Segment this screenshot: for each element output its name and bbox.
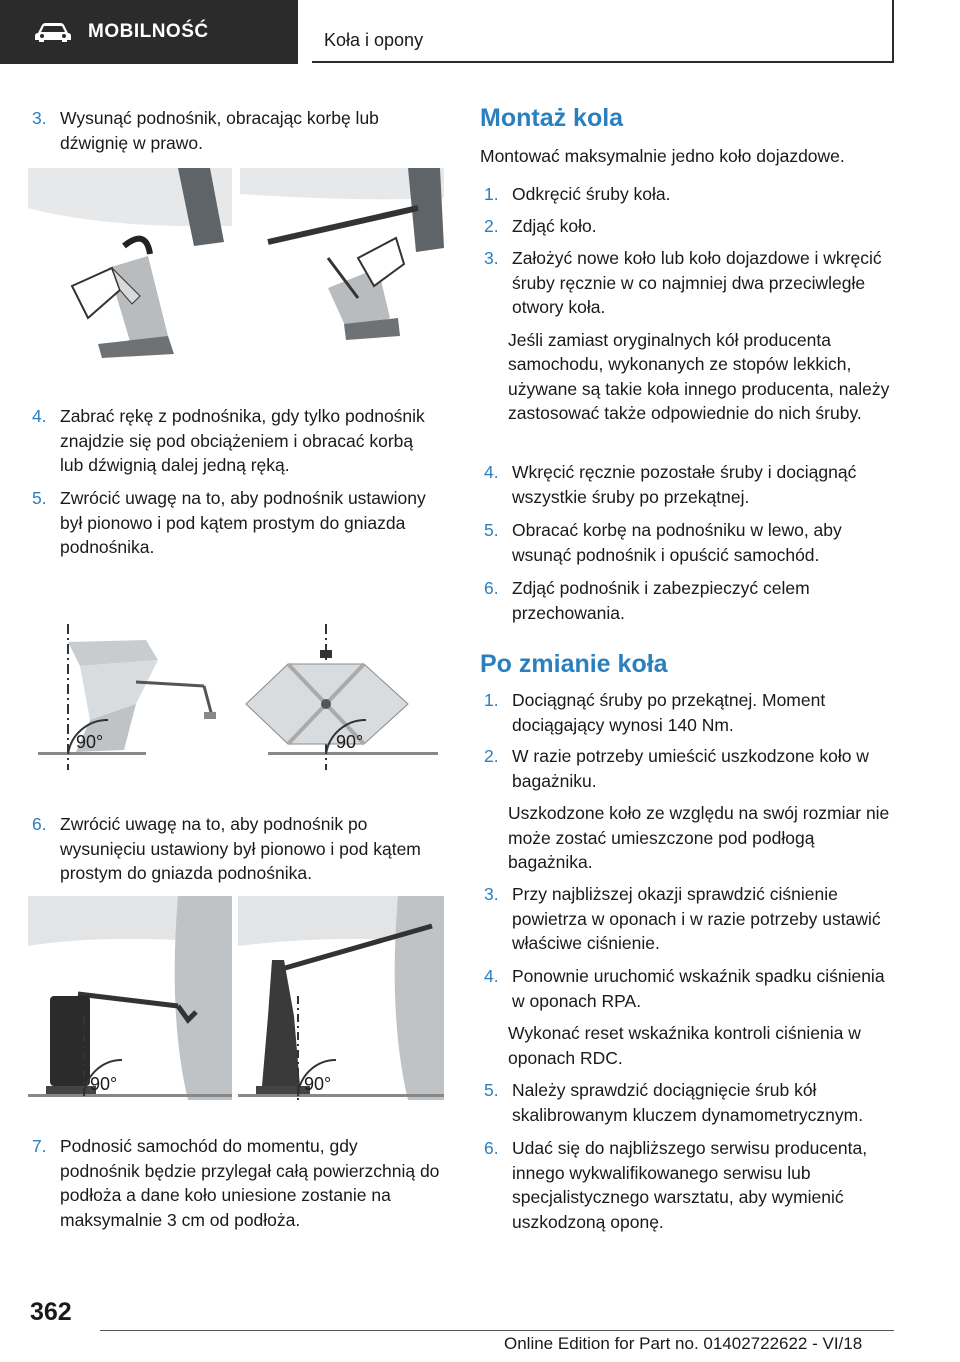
step-text: Ponownie uruchomić wskaźnik spadku ciśnienia w oponach RPA. (512, 966, 885, 1011)
page-header (0, 0, 960, 66)
angle-label: 90° (76, 732, 104, 752)
angle-label: 90° (90, 1074, 118, 1094)
step-text: Wysunąć podnośnik, obracając korbę lub dźwignię w prawo. (60, 108, 379, 153)
step-number: 1. (484, 184, 499, 204)
car-icon (34, 21, 72, 43)
mount-step-6 (480, 576, 894, 625)
step-5-check-vertical (28, 486, 440, 560)
illustration-jack-crank (28, 168, 444, 358)
step-number: 4. (484, 966, 499, 986)
footer-edition: Online Edition for Part no. 01402722622 - VI/18 (504, 1334, 863, 1353)
step-number: 4. (484, 462, 499, 482)
step-number: 7. (32, 1136, 47, 1156)
step-text: Zwrócić uwagę na to, aby podnośnik ustawiony był pionowo i pod kątem prostym do gniazda podnośnika. (60, 488, 426, 557)
angle-label: 90° (336, 732, 364, 752)
figure-jack-90-degrees (28, 624, 440, 770)
step-note: Uszkodzone koło ze względu na swój rozmiar nie może zostać umieszczone pod podłogą bagażnika. (508, 803, 890, 872)
step-3-extend-jack (28, 106, 440, 155)
section-title: MOBILNOŚĆ (88, 21, 209, 42)
figure-jack-crank (28, 168, 444, 358)
mount-step-4 (480, 460, 894, 509)
step-note: Wykonać reset wskaźnika kontroli ciśnienia w oponach RDC. (508, 1023, 861, 1068)
step-number: 3. (484, 884, 499, 904)
step-number: 6. (484, 1138, 499, 1158)
step-number: 5. (32, 488, 47, 508)
step-number: 1. (484, 690, 499, 710)
after-step-4 (480, 964, 894, 1070)
step-text: Należy sprawdzić dociągnięcie śrub kół skalibrowanym kluczem dynamometrycznym. (512, 1080, 864, 1125)
step-text: Założyć nowe koło lub koło dojazdowe i wkręcić śruby ręcznie w co najmniej dwa przeciwległe otwory koła. (512, 248, 882, 317)
step-number: 2. (484, 216, 499, 236)
footer-divider (100, 1330, 894, 1331)
step-number: 5. (484, 1080, 499, 1100)
step-number: 6. (484, 578, 499, 598)
step-text: Zwrócić uwagę na to, aby podnośnik po wysunięciu ustawiony był pionowo i pod kątem prostym do gniazda podnośnika. (60, 814, 421, 883)
step-text: Obracać korbę na podnośniku w lewo, aby wsunąć podnośnik i opuścić samochód. (512, 520, 842, 565)
step-note: Jeśli zamiast oryginalnych kół producenta samochodu, wykonanych ze stopów lekkich, używane są takie koła innego producenta, należy zastosować także odpowiednie do nich śruby. (508, 329, 890, 423)
section-tab (0, 0, 298, 64)
after-step-3 (480, 882, 894, 956)
mount-step-1 (480, 182, 894, 207)
step-text: Przy najbliższej okazji sprawdzić ciśnienie powietrza w oponach i w razie potrzeby ustawić właściwe ciśnienie. (512, 884, 881, 953)
step-number: 3. (32, 108, 47, 128)
step-text: Zdjąć koło. (512, 216, 597, 236)
step-text: W razie potrzeby umieścić uszkodzone koło w bagażniku. (512, 746, 869, 791)
after-step-6 (480, 1136, 894, 1234)
mount-step-3 (480, 246, 894, 426)
mount-step-2 (480, 214, 894, 239)
mount-intro: Montować maksymalnie jedno koło dojazdowe. (480, 146, 845, 166)
section-heading-after-change: Po zmianie koła (480, 650, 668, 678)
angle-label: 90° (304, 1074, 332, 1094)
step-number: 6. (32, 814, 47, 834)
step-number: 4. (32, 406, 47, 426)
step-number: 2. (484, 746, 499, 766)
step-4-release-hand (28, 404, 440, 478)
step-7-raise-car (28, 1134, 440, 1232)
after-step-5 (480, 1078, 894, 1127)
illustration-jack-under-car (28, 896, 444, 1100)
step-text: Wkręcić ręcznie pozostałe śruby i dociągnąć wszystkie śruby po przekątnej. (512, 462, 857, 507)
step-text: Podnosić samochód do momentu, gdy podnośnik będzie przylegał całą powierzchnią do podłoża a dane koło uniesione zostanie na maksymalnie 3 cm od podłoża. (60, 1136, 440, 1230)
step-number: 3. (484, 248, 499, 268)
step-text: Zdjąć podnośnik i zabezpieczyć celem przechowania. (512, 578, 810, 623)
step-text: Zabrać rękę z podnośnika, gdy tylko podnośnik znajdzie się pod obciążeniem i obracać korbą lub dźwignią dalej jedną ręką. (60, 406, 425, 475)
page-number: 362 (30, 1298, 72, 1326)
illustration-jack-angle (28, 624, 440, 770)
mount-step-5 (480, 518, 894, 567)
after-step-1 (480, 688, 894, 737)
step-text: Udać się do najbliższego serwisu producenta, innego wykwalifikowanego serwisu lub specjalistycznego warsztatu, aby wymienić uszkodzoną oponę. (512, 1138, 868, 1232)
chapter-title: Koła i opony (324, 30, 424, 50)
step-text: Odkręcić śruby koła. (512, 184, 671, 204)
after-step-2 (480, 744, 894, 875)
step-text: Dociągnąć śruby po przekątnej. Moment dociągający wynosi 140 Nm. (512, 690, 826, 735)
step-number: 5. (484, 520, 499, 540)
section-heading-mount-wheel: Montaż kola (480, 104, 624, 132)
chapter-tab (312, 0, 894, 63)
figure-jack-under-car (28, 896, 444, 1100)
step-6-check-extended (28, 812, 440, 886)
